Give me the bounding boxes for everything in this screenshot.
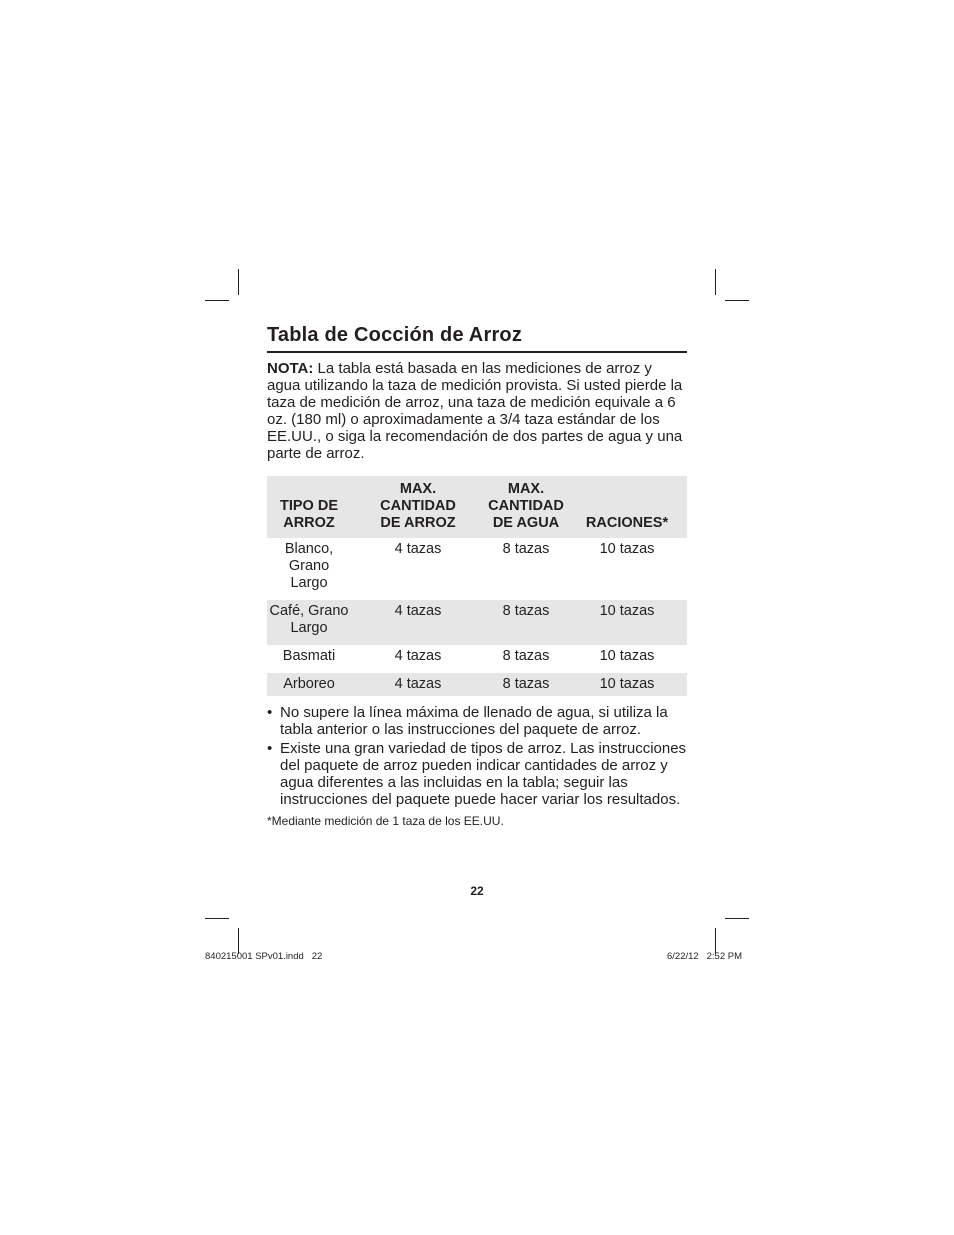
list-item-text: Existe una gran variedad de tipos de arroz. Las instrucciones del paquete de arroz pueden indicar cantidades de arroz y agua diferentes a las incluidas en la tabla; seguir las instrucciones del paquete puede hacer variar los resultados.: [280, 740, 687, 808]
table-cell: 8 tazas: [502, 648, 550, 664]
table-row: [267, 538, 687, 600]
list-item-text: No supere la línea máxima de llenado de agua, si utiliza la tabla anterior o las instrucciones del paquete de arroz.: [280, 704, 668, 738]
table-header-max-water: MAX. CANTIDAD DE AGUA: [485, 476, 567, 538]
crop-mark: [715, 269, 716, 295]
page-title: Tabla de Cocción de Arroz: [267, 323, 687, 353]
crop-mark: [205, 300, 229, 301]
table-row: [267, 645, 687, 673]
table-cell: Arboreo: [267, 673, 351, 696]
table-cell: 10 tazas: [567, 673, 687, 696]
table-cell: 10 tazas: [599, 541, 655, 557]
table-cell: 4 tazas: [351, 600, 485, 645]
table-header-row: [267, 476, 687, 538]
crop-mark: [205, 918, 229, 919]
crop-mark: [725, 300, 749, 301]
table-cell: 4 tazas: [351, 673, 485, 696]
list-item: [267, 704, 687, 738]
table-header-max-rice: MAX. CANTIDAD DE ARROZ: [351, 476, 485, 538]
table-cell: 10 tazas: [567, 600, 687, 645]
table-cell: Café, Grano Largo: [267, 600, 351, 645]
crop-mark: [238, 269, 239, 295]
table-cell: Basmati: [282, 648, 336, 664]
list-item: [267, 740, 687, 808]
table-cell: 4 tazas: [394, 541, 442, 557]
print-slug-date: 6/22/12 2:52 PM: [667, 951, 742, 962]
bullet-list: [267, 704, 687, 808]
note-text: La tabla está basada en las mediciones de arroz y agua utilizando la taza de medición provista. Si usted pierde la taza de medición de arroz, una taza de medición equivale a 6 oz. (180 ml) o aproximadamente a 3/4 taza estándar de los EE.UU., o siga la recomendación de dos partes de agua y una parte de arroz.: [267, 360, 683, 462]
crop-mark: [725, 918, 749, 919]
page-number: 22: [470, 884, 484, 898]
note-label: NOTA:: [267, 360, 314, 377]
table-cell: 8 tazas: [485, 600, 567, 645]
table-cell: Blanco, Grano Largo: [284, 541, 334, 591]
table-row: [267, 673, 687, 696]
table-cell: 8 tazas: [485, 673, 567, 696]
table-cell: 4 tazas: [394, 648, 442, 664]
bullet-icon: •: [267, 740, 273, 757]
note-paragraph: [267, 360, 687, 462]
table-cell: 8 tazas: [502, 541, 550, 557]
rice-cooking-table: [267, 476, 687, 696]
bullet-icon: •: [267, 704, 273, 721]
table-cell: 10 tazas: [599, 648, 655, 664]
table-row: [267, 600, 687, 645]
table-header-servings: RACIONES*: [567, 476, 687, 538]
table-header-rice-type: TIPO DE ARROZ: [267, 476, 351, 538]
footnote: *Mediante medición de 1 taza de los EE.UU.: [267, 814, 504, 828]
print-slug-file: 840215001 SPv01.indd 22: [205, 951, 323, 962]
page-content: [267, 323, 687, 828]
